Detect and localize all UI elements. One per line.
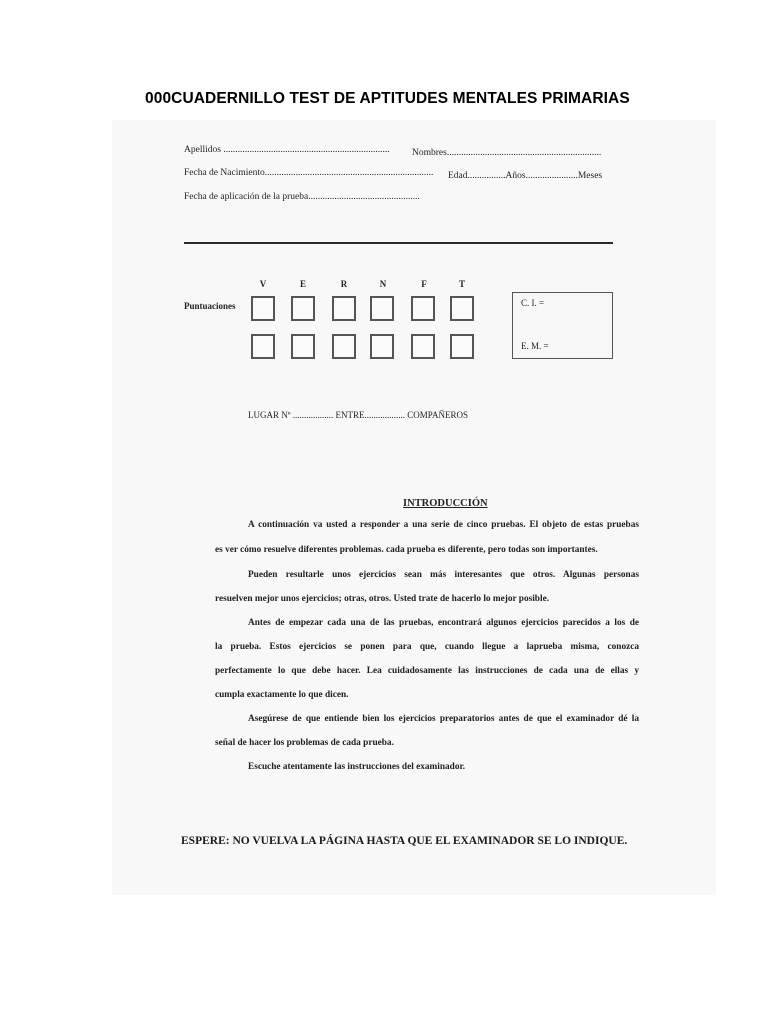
intro-line-4: resuelven mejor unos ejercicios; otras, otros. Usted trate de hacerlo lo mejor posible. (215, 594, 550, 604)
lugar-line: LUGAR Nº .................. ENTRE.................. COMPAÑEROS (248, 410, 468, 420)
intro-line-2: es ver cómo resuelve diferentes problemas. cada prueba es diferente, pero todas son importantes. (215, 545, 598, 555)
intro-line-11: Escuche atentamente las instrucciones del examinador. (248, 762, 466, 772)
score-box-n-top (370, 296, 394, 321)
intro-line-3: Pueden resultarle unos ejercicios sean más interesantes que otros. Algunas personas (248, 570, 639, 580)
column-label-n: N (379, 279, 387, 289)
column-label-t: T (458, 279, 465, 289)
intro-line-7: perfectamente lo que debe hacer. Lea cuidadosamente las instrucciones de cada una de ellas y (215, 666, 639, 676)
score-box-e-top (291, 296, 315, 321)
score-box-n-bottom (370, 334, 394, 359)
apellidos-field: Apellidos ...................................................................... (184, 145, 390, 155)
score-box-v-bottom (251, 334, 275, 359)
intro-line-5: Antes de empezar cada una de las pruebas, encontrará algunos ejercicios parecidos a los de (248, 618, 639, 628)
intro-heading: INTRODUCCIÓN (403, 498, 488, 509)
intro-line-10: señal de hacer los problemas de cada prueba. (215, 738, 394, 748)
column-label-v: V (259, 279, 267, 289)
score-box-t-bottom (450, 334, 474, 359)
column-label-e: E (299, 279, 306, 289)
score-box-f-bottom (411, 334, 435, 359)
ci-em-box (512, 292, 613, 359)
score-box-r-bottom (332, 334, 356, 359)
score-box-f-top (411, 296, 435, 321)
score-box-v-top (251, 296, 275, 321)
intro-line-6: la prueba. Estos ejercicios se ponen para que, cuando llegue a laprueba misma, conozca (215, 642, 639, 652)
intro-line-8: cumpla exactamente lo que dicen. (215, 690, 349, 700)
ci-label: C. I. = (521, 298, 545, 308)
fecha-aplicacion-field: Fecha de aplicación de la prueba............................................... (184, 192, 420, 202)
em-label: E. M. = (521, 341, 549, 351)
final-notice: ESPERE: NO VUELVA LA PÁGINA HASTA QUE EL EXAMINADOR SE LO INDIQUE. (181, 835, 628, 847)
intro-line-9: Asegúrese de que entiende bien los ejercicios preparatorios antes de que el examinador dé la (248, 714, 639, 724)
score-box-e-bottom (291, 334, 315, 359)
document-title: 000CUADERNILLO TEST DE APTITUDES MENTALES PRIMARIAS (145, 90, 630, 107)
nombres-field: Nombres................................................................. (412, 148, 602, 158)
score-box-r-top (332, 296, 356, 321)
edad-field: Edad................Años......................Meses (448, 171, 603, 181)
puntuaciones-label: Puntuaciones (184, 301, 236, 311)
intro-line-1: A continuación va usted a responder a una serie de cinco pruebas. El objeto de estas pruebas (248, 520, 639, 530)
separator-line (184, 242, 613, 244)
score-box-t-top (450, 296, 474, 321)
fecha-nacimiento-field: Fecha de Nacimiento....................................................................... (184, 168, 434, 178)
column-label-r: R (340, 279, 348, 289)
column-label-f: F (421, 279, 427, 289)
